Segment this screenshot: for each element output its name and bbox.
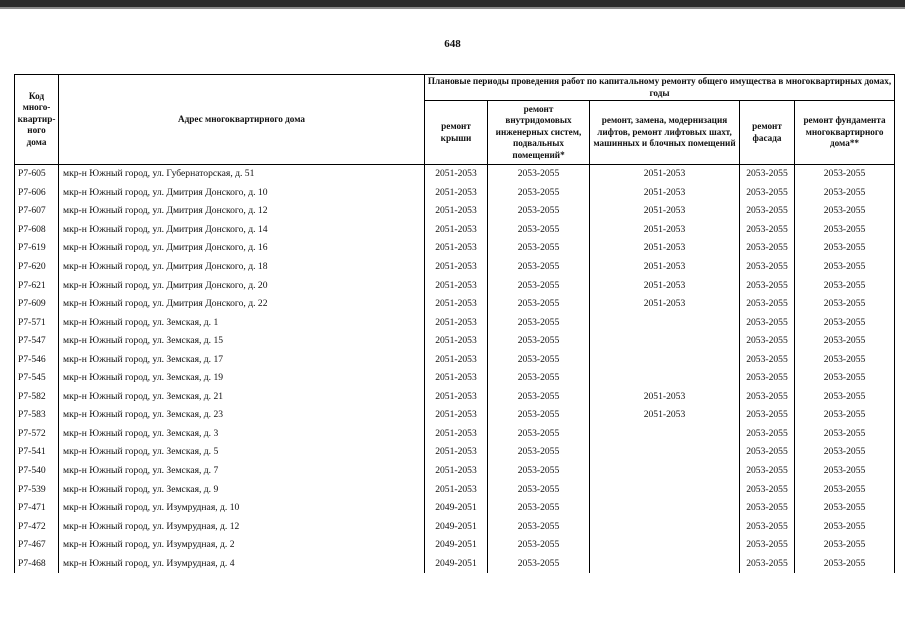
cell-address: мкр-н Южный город, ул. Земская, д. 5 [59, 443, 425, 462]
cell-foundation: 2053-2055 [795, 350, 895, 369]
cell-foundation: 2053-2055 [795, 221, 895, 240]
table-row [15, 536, 895, 555]
table-body [15, 165, 895, 574]
cell-code: Р7-583 [15, 406, 59, 425]
cell-roof: 2051-2053 [425, 258, 488, 277]
cell-facade: 2053-2055 [740, 443, 795, 462]
cell-code: Р7-468 [15, 554, 59, 573]
header-systems: ремонт внутридомовых инженерных систем, подвальных помещений* [488, 101, 590, 165]
cell-code: Р7-571 [15, 313, 59, 332]
table-row [15, 165, 895, 184]
cell-code: Р7-608 [15, 221, 59, 240]
table-row [15, 480, 895, 499]
cell-facade: 2053-2055 [740, 536, 795, 555]
cell-roof: 2051-2053 [425, 332, 488, 351]
cell-foundation: 2053-2055 [795, 239, 895, 258]
cell-roof: 2051-2053 [425, 388, 488, 407]
cell-code: Р7-619 [15, 239, 59, 258]
table-row [15, 295, 895, 314]
cell-foundation: 2053-2055 [795, 276, 895, 295]
header-group: Плановые периоды проведения работ по капитальному ремонту общего имущества в многоквартирных домах, годы [425, 75, 895, 101]
cell-systems: 2053-2055 [488, 443, 590, 462]
cell-roof: 2051-2053 [425, 462, 488, 481]
cell-roof: 2051-2053 [425, 239, 488, 258]
cell-facade: 2053-2055 [740, 202, 795, 221]
cell-roof: 2051-2053 [425, 184, 488, 203]
cell-foundation: 2053-2055 [795, 369, 895, 388]
header-lifts: ремонт, замена, модернизация лифтов, ремонт лифтовых шахт, машинных и блочных помещений [590, 101, 740, 165]
cell-systems: 2053-2055 [488, 184, 590, 203]
repair-schedule-table [14, 74, 895, 573]
cell-lifts [590, 313, 740, 332]
cell-lifts [590, 369, 740, 388]
cell-systems: 2053-2055 [488, 554, 590, 573]
cell-foundation: 2053-2055 [795, 332, 895, 351]
cell-address: мкр-н Южный город, ул. Земская, д. 17 [59, 350, 425, 369]
cell-code: Р7-539 [15, 480, 59, 499]
cell-facade: 2053-2055 [740, 554, 795, 573]
cell-foundation: 2053-2055 [795, 517, 895, 536]
cell-roof: 2051-2053 [425, 443, 488, 462]
table-row [15, 443, 895, 462]
cell-foundation: 2053-2055 [795, 443, 895, 462]
cell-code: Р7-546 [15, 350, 59, 369]
table-row [15, 350, 895, 369]
cell-systems: 2053-2055 [488, 517, 590, 536]
cell-lifts [590, 332, 740, 351]
cell-code: Р7-572 [15, 425, 59, 444]
cell-facade: 2053-2055 [740, 517, 795, 536]
cell-systems: 2053-2055 [488, 295, 590, 314]
cell-lifts [590, 536, 740, 555]
cell-address: мкр-н Южный город, ул. Земская, д. 1 [59, 313, 425, 332]
cell-lifts [590, 425, 740, 444]
cell-lifts [590, 443, 740, 462]
cell-facade: 2053-2055 [740, 425, 795, 444]
table-header [15, 75, 895, 165]
cell-code: Р7-606 [15, 184, 59, 203]
cell-foundation: 2053-2055 [795, 406, 895, 425]
header-roof: ремонт крыши [425, 101, 488, 165]
table-row [15, 202, 895, 221]
cell-lifts: 2051-2053 [590, 406, 740, 425]
cell-code: Р7-582 [15, 388, 59, 407]
table-row [15, 462, 895, 481]
scan-edge-shadow [0, 7, 905, 9]
table-row [15, 276, 895, 295]
cell-code: Р7-607 [15, 202, 59, 221]
cell-systems: 2053-2055 [488, 332, 590, 351]
cell-address: мкр-н Южный город, ул. Земская, д. 15 [59, 332, 425, 351]
cell-lifts [590, 554, 740, 573]
header-foundation: ремонт фундамента многоквартирного дома** [795, 101, 895, 165]
cell-roof: 2051-2053 [425, 313, 488, 332]
cell-roof: 2049-2051 [425, 554, 488, 573]
cell-code: Р7-467 [15, 536, 59, 555]
cell-roof: 2051-2053 [425, 165, 488, 184]
cell-address: мкр-н Южный город, ул. Изумрудная, д. 4 [59, 554, 425, 573]
cell-facade: 2053-2055 [740, 406, 795, 425]
cell-systems: 2053-2055 [488, 239, 590, 258]
cell-facade: 2053-2055 [740, 462, 795, 481]
cell-address: мкр-н Южный город, ул. Земская, д. 7 [59, 462, 425, 481]
cell-systems: 2053-2055 [488, 313, 590, 332]
cell-address: мкр-н Южный город, ул. Земская, д. 21 [59, 388, 425, 407]
cell-address: мкр-н Южный город, ул. Дмитрия Донского, д. 22 [59, 295, 425, 314]
header-facade: ремонт фасада [740, 101, 795, 165]
cell-code: Р7-609 [15, 295, 59, 314]
cell-systems: 2053-2055 [488, 388, 590, 407]
cell-lifts: 2051-2053 [590, 221, 740, 240]
cell-facade: 2053-2055 [740, 499, 795, 518]
cell-foundation: 2053-2055 [795, 388, 895, 407]
cell-systems: 2053-2055 [488, 499, 590, 518]
cell-roof: 2051-2053 [425, 480, 488, 499]
cell-lifts: 2051-2053 [590, 202, 740, 221]
cell-lifts: 2051-2053 [590, 184, 740, 203]
cell-foundation: 2053-2055 [795, 165, 895, 184]
cell-code: Р7-621 [15, 276, 59, 295]
table-row [15, 313, 895, 332]
cell-systems: 2053-2055 [488, 165, 590, 184]
cell-address: мкр-н Южный город, ул. Земская, д. 9 [59, 480, 425, 499]
cell-roof: 2051-2053 [425, 221, 488, 240]
cell-facade: 2053-2055 [740, 388, 795, 407]
table-row [15, 425, 895, 444]
cell-foundation: 2053-2055 [795, 536, 895, 555]
cell-lifts: 2051-2053 [590, 239, 740, 258]
scan-edge-top [0, 0, 905, 7]
table-row [15, 369, 895, 388]
cell-facade: 2053-2055 [740, 332, 795, 351]
cell-code: Р7-620 [15, 258, 59, 277]
cell-lifts: 2051-2053 [590, 276, 740, 295]
cell-foundation: 2053-2055 [795, 480, 895, 499]
table-row [15, 517, 895, 536]
cell-roof: 2049-2051 [425, 536, 488, 555]
cell-systems: 2053-2055 [488, 369, 590, 388]
cell-facade: 2053-2055 [740, 480, 795, 499]
table-row [15, 406, 895, 425]
cell-foundation: 2053-2055 [795, 258, 895, 277]
cell-foundation: 2053-2055 [795, 295, 895, 314]
cell-foundation: 2053-2055 [795, 462, 895, 481]
cell-facade: 2053-2055 [740, 165, 795, 184]
cell-code: Р7-540 [15, 462, 59, 481]
cell-lifts: 2051-2053 [590, 165, 740, 184]
cell-systems: 2053-2055 [488, 350, 590, 369]
page-number: 648 [444, 38, 461, 50]
cell-address: мкр-н Южный город, ул. Дмитрия Донского, д. 14 [59, 221, 425, 240]
cell-roof: 2051-2053 [425, 406, 488, 425]
cell-address: мкр-н Южный город, ул. Дмитрия Донского, д. 16 [59, 239, 425, 258]
cell-address: мкр-н Южный город, ул. Земская, д. 19 [59, 369, 425, 388]
table-row [15, 184, 895, 203]
cell-facade: 2053-2055 [740, 350, 795, 369]
cell-systems: 2053-2055 [488, 462, 590, 481]
cell-roof: 2051-2053 [425, 425, 488, 444]
cell-facade: 2053-2055 [740, 239, 795, 258]
cell-roof: 2051-2053 [425, 369, 488, 388]
cell-lifts [590, 480, 740, 499]
cell-facade: 2053-2055 [740, 369, 795, 388]
cell-address: мкр-н Южный город, ул. Земская, д. 23 [59, 406, 425, 425]
cell-systems: 2053-2055 [488, 258, 590, 277]
cell-facade: 2053-2055 [740, 221, 795, 240]
cell-address: мкр-н Южный город, ул. Дмитрия Донского, д. 10 [59, 184, 425, 203]
cell-systems: 2053-2055 [488, 276, 590, 295]
cell-foundation: 2053-2055 [795, 554, 895, 573]
cell-address: мкр-н Южный город, ул. Земская, д. 3 [59, 425, 425, 444]
cell-address: мкр-н Южный город, ул. Дмитрия Донского, д. 18 [59, 258, 425, 277]
cell-foundation: 2053-2055 [795, 425, 895, 444]
cell-lifts [590, 517, 740, 536]
cell-facade: 2053-2055 [740, 313, 795, 332]
cell-code: Р7-547 [15, 332, 59, 351]
cell-systems: 2053-2055 [488, 536, 590, 555]
cell-facade: 2053-2055 [740, 184, 795, 203]
header-code: Код много-квартир-ного дома [15, 75, 59, 165]
cell-foundation: 2053-2055 [795, 499, 895, 518]
cell-systems: 2053-2055 [488, 425, 590, 444]
cell-lifts: 2051-2053 [590, 388, 740, 407]
cell-roof: 2051-2053 [425, 276, 488, 295]
cell-address: мкр-н Южный город, ул. Дмитрия Донского, д. 20 [59, 276, 425, 295]
cell-code: Р7-472 [15, 517, 59, 536]
table-row [15, 499, 895, 518]
cell-foundation: 2053-2055 [795, 184, 895, 203]
table-row [15, 239, 895, 258]
cell-lifts [590, 350, 740, 369]
cell-foundation: 2053-2055 [795, 313, 895, 332]
header-address: Адрес многоквартирного дома [59, 75, 425, 165]
cell-code: Р7-541 [15, 443, 59, 462]
cell-lifts [590, 499, 740, 518]
table-row [15, 221, 895, 240]
cell-systems: 2053-2055 [488, 221, 590, 240]
cell-code: Р7-471 [15, 499, 59, 518]
cell-address: мкр-н Южный город, ул. Дмитрия Донского, д. 12 [59, 202, 425, 221]
cell-systems: 2053-2055 [488, 480, 590, 499]
cell-address: мкр-н Южный город, ул. Изумрудная, д. 10 [59, 499, 425, 518]
table-row [15, 554, 895, 573]
cell-roof: 2049-2051 [425, 517, 488, 536]
cell-roof: 2051-2053 [425, 350, 488, 369]
cell-foundation: 2053-2055 [795, 202, 895, 221]
table-row [15, 388, 895, 407]
cell-lifts: 2051-2053 [590, 258, 740, 277]
cell-code: Р7-605 [15, 165, 59, 184]
cell-systems: 2053-2055 [488, 202, 590, 221]
cell-lifts [590, 462, 740, 481]
cell-address: мкр-н Южный город, ул. Губернаторская, д. 51 [59, 165, 425, 184]
cell-facade: 2053-2055 [740, 258, 795, 277]
cell-address: мкр-н Южный город, ул. Изумрудная, д. 12 [59, 517, 425, 536]
cell-address: мкр-н Южный город, ул. Изумрудная, д. 2 [59, 536, 425, 555]
cell-systems: 2053-2055 [488, 406, 590, 425]
cell-facade: 2053-2055 [740, 295, 795, 314]
cell-roof: 2051-2053 [425, 295, 488, 314]
cell-code: Р7-545 [15, 369, 59, 388]
cell-roof: 2051-2053 [425, 202, 488, 221]
cell-facade: 2053-2055 [740, 276, 795, 295]
cell-roof: 2049-2051 [425, 499, 488, 518]
cell-lifts: 2051-2053 [590, 295, 740, 314]
table-row [15, 332, 895, 351]
table-row [15, 258, 895, 277]
